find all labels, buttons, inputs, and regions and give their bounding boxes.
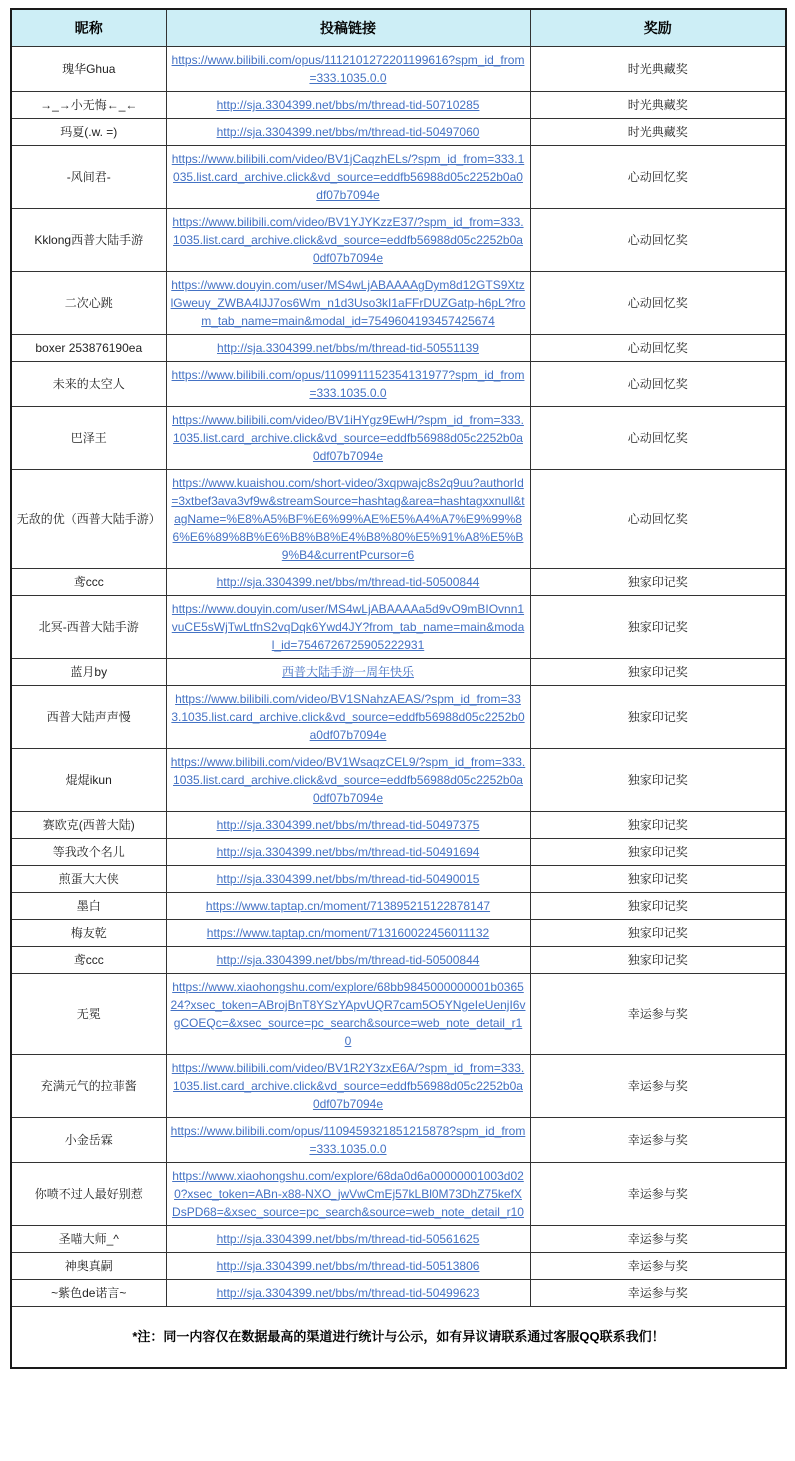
footer-note: *注：同一内容仅在数据最高的渠道进行统计与公示，如有异议请联系通过客服QQ联系我们！ — [11, 1307, 786, 1369]
nickname-cell: 北冥-西普大陆手游 — [11, 596, 166, 659]
link-cell — [166, 749, 530, 812]
reward-cell: 独家印记奖 — [530, 839, 786, 866]
submission-link[interactable]: http://sja.3304399.net/bbs/m/thread-tid-50491694 — [216, 845, 480, 859]
reward-cell: 独家印记奖 — [530, 686, 786, 749]
table-header-row — [11, 9, 786, 47]
link-cell — [166, 470, 530, 569]
table-row — [11, 686, 786, 749]
submission-link[interactable]: http://sja.3304399.net/bbs/m/thread-tid-50497375 — [216, 818, 480, 832]
submission-link[interactable]: http://sja.3304399.net/bbs/m/thread-tid-50561625 — [216, 1232, 480, 1246]
submission-link[interactable]: https://www.bilibili.com/video/BV1R2Y3zxE6A/?spm_id_from=333.1035.list.card_archive.click&vd_source=eddfb56988d05c2252b0a0df07b7094e — [171, 1061, 525, 1111]
reward-cell: 独家印记奖 — [530, 812, 786, 839]
link-cell — [166, 272, 530, 335]
table-row — [11, 659, 786, 686]
nickname-cell: 鸢ccc — [11, 569, 166, 596]
link-cell — [166, 839, 530, 866]
table-row — [11, 146, 786, 209]
nickname-cell: 等我改个名儿 — [11, 839, 166, 866]
link-cell — [166, 893, 530, 920]
table-row — [11, 1163, 786, 1226]
reward-cell: 心动回忆奖 — [530, 272, 786, 335]
link-cell — [166, 47, 530, 92]
link-cell — [166, 209, 530, 272]
nickname-cell: 墨白 — [11, 893, 166, 920]
reward-cell: 幸运参与奖 — [530, 1163, 786, 1226]
table-row — [11, 470, 786, 569]
link-cell — [166, 1055, 530, 1118]
link-cell — [166, 146, 530, 209]
nickname-cell: 充满元气的拉菲酱 — [11, 1055, 166, 1118]
column-header-reward: 奖励 — [530, 9, 786, 47]
table-row — [11, 1226, 786, 1253]
link-cell — [166, 362, 530, 407]
reward-cell: 幸运参与奖 — [530, 1253, 786, 1280]
submission-link[interactable]: https://www.taptap.cn/moment/713895215122878147 — [205, 899, 491, 913]
link-cell — [166, 1163, 530, 1226]
submission-award-table — [10, 8, 787, 1369]
submission-link[interactable]: https://www.taptap.cn/moment/713160022456011132 — [206, 926, 490, 940]
reward-cell: 独家印记奖 — [530, 947, 786, 974]
table-row — [11, 119, 786, 146]
nickname-cell: 煎蛋大大侠 — [11, 866, 166, 893]
table-row — [11, 47, 786, 92]
nickname-cell: 西普大陆声声慢 — [11, 686, 166, 749]
reward-cell: 心动回忆奖 — [530, 362, 786, 407]
table-row — [11, 839, 786, 866]
submission-link[interactable]: https://www.bilibili.com/opus/1112101272201199616?spm_id_from=333.1035.0.0 — [171, 53, 525, 85]
table-row — [11, 569, 786, 596]
submission-link[interactable]: http://sja.3304399.net/bbs/m/thread-tid-50551139 — [217, 341, 479, 355]
submission-link[interactable]: http://sja.3304399.net/bbs/m/thread-tid-50499623 — [216, 1286, 480, 1300]
link-cell — [166, 947, 530, 974]
nickname-cell: 蓝月by — [11, 659, 166, 686]
table-row — [11, 749, 786, 812]
submission-link[interactable]: https://www.bilibili.com/video/BV1jCaqzhELs/?spm_id_from=333.1035.list.card_archive.click&vd_source=eddfb56988d05c2252b0a0df07b7094e — [171, 152, 525, 202]
reward-cell: 心动回忆奖 — [530, 407, 786, 470]
link-cell — [166, 974, 530, 1055]
nickname-cell: 圣喵大师_^ — [11, 1226, 166, 1253]
reward-cell: 幸运参与奖 — [530, 1280, 786, 1307]
reward-cell: 独家印记奖 — [530, 749, 786, 812]
link-cell — [166, 1226, 530, 1253]
table-row — [11, 1280, 786, 1307]
table-row — [11, 1055, 786, 1118]
table-row — [11, 92, 786, 119]
table-row — [11, 920, 786, 947]
column-header-submission-link: 投稿链接 — [166, 9, 530, 47]
submission-link[interactable]: https://www.xiaohongshu.com/explore/68da0d6a00000001003d020?xsec_token=ABn-x88-NXO_jwVwCmEj57kLBl0M73DhZ75kefXDsPD68=&xsec_source=pc_search&source=web_note_detail_r10 — [172, 1169, 524, 1219]
table-row — [11, 1118, 786, 1163]
nickname-cell: 二次心跳 — [11, 272, 166, 335]
reward-cell: 幸运参与奖 — [530, 1226, 786, 1253]
nickname-cell: →_→小无悔←_← — [11, 92, 166, 119]
reward-cell: 独家印记奖 — [530, 659, 786, 686]
reward-cell: 心动回忆奖 — [530, 146, 786, 209]
submission-link[interactable]: 西普大陆手游一周年快乐 — [281, 665, 414, 679]
nickname-cell: 巴泽王 — [11, 407, 166, 470]
link-cell — [166, 335, 530, 362]
reward-cell: 时光典藏奖 — [530, 119, 786, 146]
link-cell — [166, 596, 530, 659]
submission-link[interactable]: http://sja.3304399.net/bbs/m/thread-tid-50710285 — [216, 98, 480, 112]
link-cell — [166, 569, 530, 596]
reward-cell: 幸运参与奖 — [530, 1118, 786, 1163]
nickname-cell: 小金岳霖 — [11, 1118, 166, 1163]
submission-link[interactable]: https://www.xiaohongshu.com/explore/68bb9845000000001b036524?xsec_token=ABrojBnT8YSzYApvUQR7cam5O5YNgeIeUenjI6vgCOEQc=&xsec_source=pc_search&source=web_note_detail_r10 — [170, 980, 526, 1048]
link-cell — [166, 1118, 530, 1163]
nickname-cell: 无冕 — [11, 974, 166, 1055]
nickname-cell: 无敌的优（西普大陆手游） — [11, 470, 166, 569]
link-cell — [166, 92, 530, 119]
reward-cell: 心动回忆奖 — [530, 335, 786, 362]
reward-cell: 幸运参与奖 — [530, 1055, 786, 1118]
link-cell — [166, 119, 530, 146]
submission-link[interactable]: https://www.kuaishou.com/short-video/3xqpwajc8s2q9uu?authorId=3xtbef3ava3vf9w&streamSource=hashtag&area=hashtagxxnull&tagName=%E8%A5%BF%E6%99%AE%E5%A4%A7%E9%99%86%E6%89%8B%E6%B8%B8%E4%B8%80%E5%91%A8%E5%B9%B4&currentPcursor=6 — [171, 476, 525, 562]
reward-cell: 独家印记奖 — [530, 596, 786, 659]
reward-cell: 独家印记奖 — [530, 920, 786, 947]
nickname-cell: 鸢ccc — [11, 947, 166, 974]
reward-cell: 幸运参与奖 — [530, 974, 786, 1055]
submission-link[interactable]: https://www.bilibili.com/opus/1109459321851215878?spm_id_from=333.1035.0.0 — [170, 1124, 526, 1156]
nickname-cell: -风间君- — [11, 146, 166, 209]
submission-link[interactable]: http://sja.3304399.net/bbs/m/thread-tid-50490015 — [216, 872, 480, 886]
nickname-cell: 玛夏(.w. =) — [11, 119, 166, 146]
link-cell — [166, 812, 530, 839]
table-row — [11, 866, 786, 893]
table-row — [11, 1253, 786, 1280]
reward-cell: 独家印记奖 — [530, 569, 786, 596]
nickname-cell: 梅友乾 — [11, 920, 166, 947]
reward-cell: 心动回忆奖 — [530, 470, 786, 569]
reward-cell: 心动回忆奖 — [530, 209, 786, 272]
table-row — [11, 362, 786, 407]
submission-link[interactable]: https://www.bilibili.com/video/BV1iHYgz9EwH/?spm_id_from=333.1035.list.card_archive.click&vd_source=eddfb56988d05c2252b0a0df07b7094e — [172, 413, 524, 463]
table-row — [11, 947, 786, 974]
column-header-nickname: 昵称 — [11, 9, 166, 47]
footer-note-row — [11, 1307, 786, 1369]
table-row — [11, 272, 786, 335]
reward-cell: 时光典藏奖 — [530, 92, 786, 119]
link-cell — [166, 866, 530, 893]
nickname-cell: 你喷不过人最好别惹 — [11, 1163, 166, 1226]
submission-link[interactable]: http://sja.3304399.net/bbs/m/thread-tid-50513806 — [216, 1259, 480, 1273]
nickname-cell: boxer 253876190ea — [11, 335, 166, 362]
nickname-cell: 瑰华Ghua — [11, 47, 166, 92]
link-cell — [166, 1253, 530, 1280]
reward-cell: 独家印记奖 — [530, 893, 786, 920]
submission-link[interactable]: http://sja.3304399.net/bbs/m/thread-tid-50497060 — [216, 125, 480, 139]
submission-link[interactable]: https://www.douyin.com/user/MS4wLjABAAAAa5d9vO9mBIOvnn1vuCE5sWjTwLtfnS2vqDqk6Ywd4JY?from_tab_name=main&modal_id=7546726725905222931 — [171, 602, 525, 652]
nickname-cell: ~紫色de诺言~ — [11, 1280, 166, 1307]
nickname-cell: 赛欧克(西普大陆) — [11, 812, 166, 839]
table-row — [11, 407, 786, 470]
submission-link[interactable]: http://sja.3304399.net/bbs/m/thread-tid-50500844 — [216, 953, 480, 967]
nickname-cell: 神奥真嗣 — [11, 1253, 166, 1280]
reward-cell: 时光典藏奖 — [530, 47, 786, 92]
table-row — [11, 974, 786, 1055]
submission-link[interactable]: https://www.bilibili.com/opus/1109911152354131977?spm_id_from=333.1035.0.0 — [171, 368, 525, 400]
table-row — [11, 893, 786, 920]
submission-link[interactable]: https://www.bilibili.com/video/BV1SNahzAEAS/?spm_id_from=333.1035.list.card_archive.click&vd_source=eddfb56988d05c2252b0a0df07b7094e — [171, 692, 525, 742]
submission-link[interactable]: https://www.douyin.com/user/MS4wLjABAAAAgDym8d12GTS9XtzlGweuy_ZWBA4lJJ7os6Wm_n1d3Uso3kI1aFFrDUZGatp-h6pL?from_tab_name=main&modal_id=7549604193457425674 — [170, 278, 526, 328]
reward-cell: 独家印记奖 — [530, 866, 786, 893]
nickname-cell: 焜焜ikun — [11, 749, 166, 812]
table-row — [11, 596, 786, 659]
link-cell — [166, 686, 530, 749]
nickname-cell: 未来的太空人 — [11, 362, 166, 407]
table-row — [11, 335, 786, 362]
link-cell — [166, 407, 530, 470]
table-row — [11, 812, 786, 839]
submission-link[interactable]: https://www.bilibili.com/video/BV1YJYKzzE37/?spm_id_from=333.1035.list.card_archive.click&vd_source=eddfb56988d05c2252b0a0df07b7094e — [172, 215, 524, 265]
table-body — [11, 47, 786, 1307]
submission-link[interactable]: http://sja.3304399.net/bbs/m/thread-tid-50500844 — [216, 575, 480, 589]
link-cell — [166, 920, 530, 947]
table-row — [11, 209, 786, 272]
link-cell — [166, 1280, 530, 1307]
link-cell — [166, 659, 530, 686]
nickname-cell: Kklong西普大陆手游 — [11, 209, 166, 272]
submission-link[interactable]: https://www.bilibili.com/video/BV1WsaqzCEL9/?spm_id_from=333.1035.list.card_archive.click&vd_source=eddfb56988d05c2252b0a0df07b7094e — [170, 755, 526, 805]
